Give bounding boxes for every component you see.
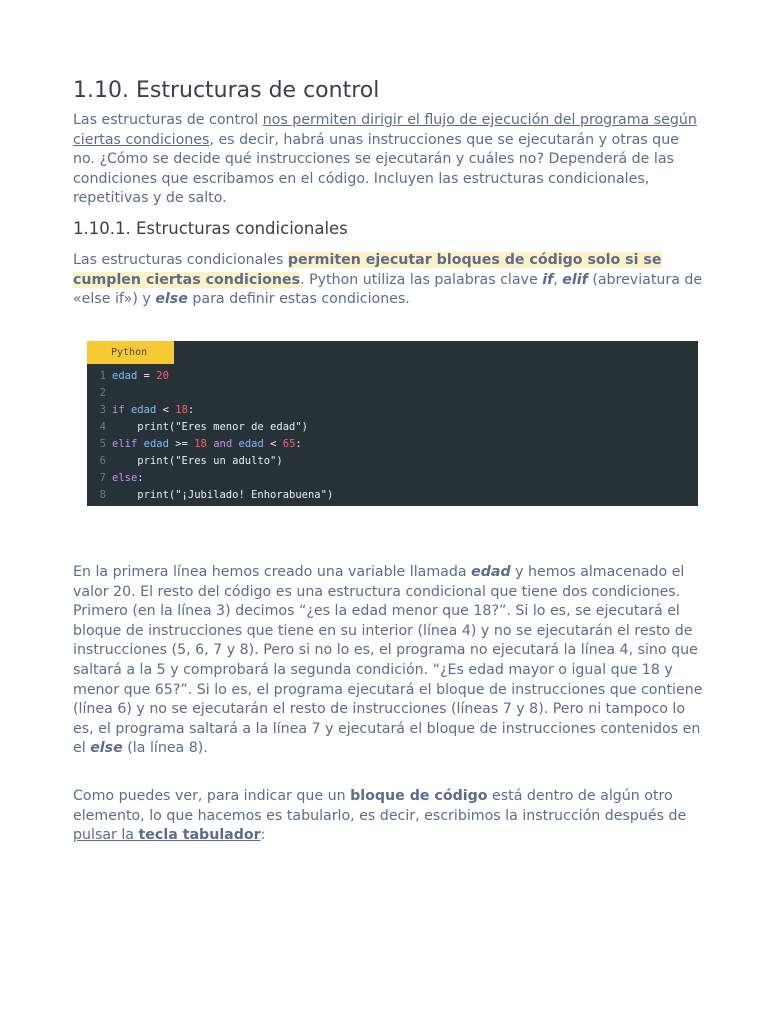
code-source	[112, 402, 194, 419]
line-number: 1	[99, 370, 106, 382]
code-token: >=	[168, 438, 195, 450]
explanation-paragraph	[73, 563, 703, 759]
code-token: print	[137, 489, 169, 501]
conditional-paragraph	[73, 251, 703, 310]
keyword-edad: edad	[471, 564, 511, 580]
code-source	[112, 487, 333, 504]
code-token: )	[326, 489, 334, 501]
code-line	[87, 436, 698, 453]
line-number: 5	[99, 438, 106, 450]
keyword-else: else	[155, 291, 188, 308]
line-number: 6	[99, 455, 106, 467]
keyword-if: if	[542, 271, 554, 288]
code-token: edad	[238, 438, 264, 450]
intro-text-1: Las estructuras de control	[73, 112, 263, 128]
keyword-elif: elif	[562, 271, 588, 288]
code-token: 18	[175, 404, 188, 416]
code-token: :	[187, 404, 195, 416]
tab-key-link-text: pulsar la	[73, 827, 139, 844]
code-token: print	[137, 455, 169, 467]
cond-text-2: . Python utiliza las palabras clave	[300, 271, 543, 288]
code-token: (	[168, 489, 176, 501]
code-token: edad	[112, 370, 138, 382]
code-token: edad	[143, 438, 169, 450]
code-block	[87, 341, 698, 506]
cond-text-3: ,	[553, 271, 563, 288]
code-source	[112, 368, 169, 385]
code-token: 18	[194, 438, 207, 450]
closing-text-2: está dentro de algún otro elemento, lo que hacemos es tabularlo, es decir, escribimos la instrucción después de	[73, 788, 687, 824]
code-token: edad	[130, 404, 157, 416]
cond-text-1: Las estructuras condicionales	[73, 252, 288, 268]
tab-key-link-bold: tecla tabulador	[138, 827, 261, 844]
line-number: 8	[99, 489, 106, 501]
code-token: and	[213, 438, 233, 450]
code-token: 20	[156, 370, 169, 382]
code-token: :	[295, 438, 302, 450]
intro-paragraph	[73, 111, 703, 209]
code-token: <	[263, 438, 283, 450]
closing-bold-code-block: bloque de código	[350, 788, 488, 804]
code-token: )	[276, 455, 283, 467]
code-token: else	[112, 472, 138, 484]
code-token: "Eres menor de edad"	[175, 421, 302, 433]
code-line	[87, 487, 698, 504]
code-token	[112, 455, 137, 467]
line-number: 7	[99, 472, 106, 484]
code-line	[87, 368, 698, 385]
closing-paragraph	[73, 787, 703, 846]
intro-link[interactable]: nos permiten dirigir el flujo de ejecución del programa según ciertas condiciones	[73, 112, 697, 148]
closing-text-1: Como puedes ver, para indicar que un	[73, 788, 351, 804]
code-line	[87, 419, 698, 436]
code-source	[112, 419, 308, 436]
line-number: 2	[99, 387, 106, 399]
code-source	[112, 436, 302, 453]
code-token: (	[168, 455, 176, 467]
code-language-tab[interactable]: Python	[87, 341, 174, 364]
code-token: print	[137, 421, 169, 433]
code-line	[87, 453, 698, 470]
cond-text-5: para definir estas condiciones.	[187, 291, 410, 308]
explain-text-3: (la línea 8).	[122, 740, 208, 757]
code-token: 65	[282, 438, 296, 450]
closing-text-3: :	[260, 827, 266, 844]
page-title: 1.10. Estructuras de control	[73, 78, 380, 103]
explain-text-1: En la primera línea hemos creado una variable llamada	[73, 564, 472, 580]
cond-highlight: permiten ejecutar bloques de código solo si se cumplen ciertas condiciones	[73, 252, 662, 288]
section-subtitle: 1.10.1. Estructuras condicionales	[73, 219, 348, 238]
code-line	[87, 385, 698, 402]
explain-text-2: y hemos almacenado el valor 20. El resto del código es una estructura condicional que tiene dos condiciones. Primero (en la línea 3) decimos “¿es la edad menor que 18?”. Si lo es, se ejecutará el bloque de instrucciones que tiene en su interior (línea 4) y no se ejecutarán el resto de instrucciones (5, 6, 7 y 8). Pero si no lo es, el programa no ejecutará la línea 4, sino que saltará a la 5 y comprobará la segunda condición. “¿Es edad mayor o igual que 18 y menor que 65?”. Si lo es, el programa ejecutará el bloque de instrucciones que contiene (línea 6) y no se ejecutarán el resto de instrucciones (líneas 7 y 8). Pero ni tampoco lo es, el programa saltará a la línea 7 y ejecutará el bloque de instrucciones contenidos en el	[73, 564, 703, 757]
code-lines	[87, 368, 698, 504]
code-token: "Eres un adulto"	[175, 455, 277, 467]
code-source	[112, 470, 144, 487]
code-token: =	[137, 370, 157, 382]
code-token: "¡Jubilado! Enhorabuena"	[175, 489, 327, 501]
intro-text-2: , es decir, habrá unas instrucciones que se ejecutarán y otras que no. ¿Cómo se decide qué instrucciones se ejecutarán y cuáles no? Dependerá de las condiciones que escribamos en el código. Incluyen las estructuras condicionales, repetitivas y de salto.	[73, 131, 679, 207]
code-token	[112, 421, 137, 433]
code-token: (	[168, 421, 176, 433]
code-line	[87, 402, 698, 419]
line-number: 4	[99, 421, 106, 433]
code-token: <	[156, 404, 176, 416]
keyword-else-2: else	[90, 740, 123, 757]
cond-text-4: (abreviatura de «else if») y	[73, 271, 703, 308]
code-token: if	[112, 404, 125, 416]
tab-key-link[interactable]	[73, 827, 261, 843]
code-token	[112, 489, 137, 501]
code-token: )	[301, 421, 308, 433]
code-token: elif	[112, 438, 138, 450]
code-source	[112, 453, 283, 470]
code-line	[87, 470, 698, 487]
code-token: :	[137, 472, 144, 484]
line-number: 3	[99, 404, 106, 416]
